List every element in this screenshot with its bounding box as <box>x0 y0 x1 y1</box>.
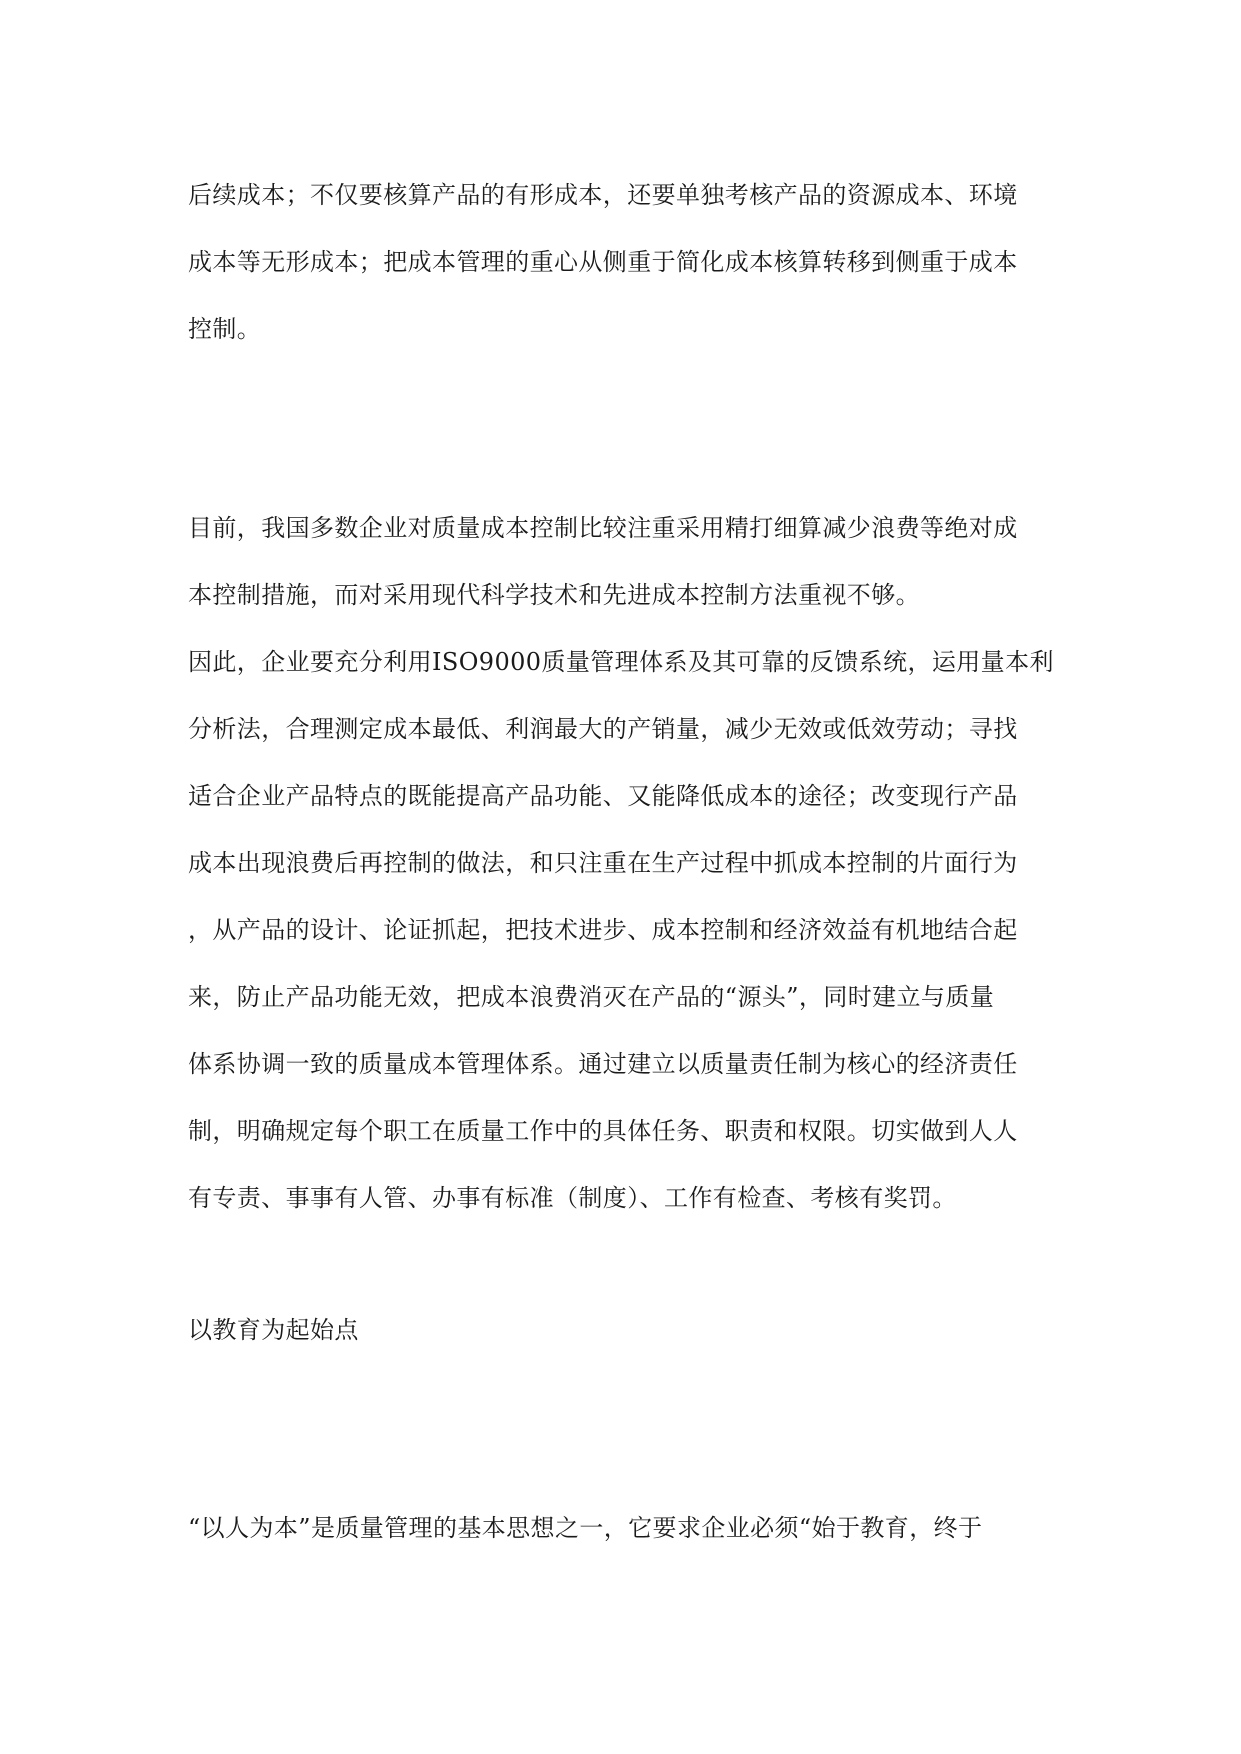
paragraph-1-line-3: 控制。 <box>188 315 262 343</box>
paragraph-3-line-8: 制，明确规定每个职工在质量工作中的具体任务、职责和权限。切实做到人人 <box>188 1117 1018 1145</box>
paragraph-3-line-1: 因此，企业要充分利用ISO9000质量管理体系及其可靠的反馈系统，运用量本利 <box>188 648 1054 676</box>
paragraph-3-line-2: 分析法，合理测定成本最低、利润最大的产销量，减少无效或低效劳动；寻找 <box>188 715 1018 743</box>
paragraph-3-line-4: 成本出现浪费后再控制的做法，和只注重在生产过程中抓成本控制的片面行为 <box>188 849 1018 877</box>
paragraph-2-line-1: 目前，我国多数企业对质量成本控制比较注重采用精打细算减少浪费等绝对成 <box>188 514 1018 542</box>
paragraph-2-line-2: 本控制措施，而对采用现代科学技术和先进成本控制方法重视不够。 <box>188 581 920 609</box>
paragraph-5-line-1: “以人为本”是质量管理的基本思想之一，它要求企业必须“始于教育，终于 <box>188 1514 983 1542</box>
paragraph-3-line-7: 体系协调一致的质量成本管理体系。通过建立以质量责任制为核心的经济责任 <box>188 1050 1018 1078</box>
paragraph-3-line-9: 有专责、事事有人管、办事有标准（制度）、工作有检查、考核有奖罚。 <box>188 1184 957 1212</box>
paragraph-1-line-1: 后续成本；不仅要核算产品的有形成本，还要单独考核产品的资源成本、环境 <box>188 181 1018 209</box>
section-heading: 以教育为起始点 <box>188 1316 359 1344</box>
paragraph-3-line-6: 来，防止产品功能无效，把成本浪费消灭在产品的“源头”，同时建立与质量 <box>188 983 995 1011</box>
paragraph-3-line-3: 适合企业产品特点的既能提高产品功能、又能降低成本的途径；改变现行产品 <box>188 782 1018 810</box>
paragraph-3-line-5: ，从产品的设计、论证抓起，把技术进步、成本控制和经济效益有机地结合起 <box>188 916 1018 944</box>
paragraph-1-line-2: 成本等无形成本；把成本管理的重心从侧重于简化成本核算转移到侧重于成本 <box>188 248 1018 276</box>
